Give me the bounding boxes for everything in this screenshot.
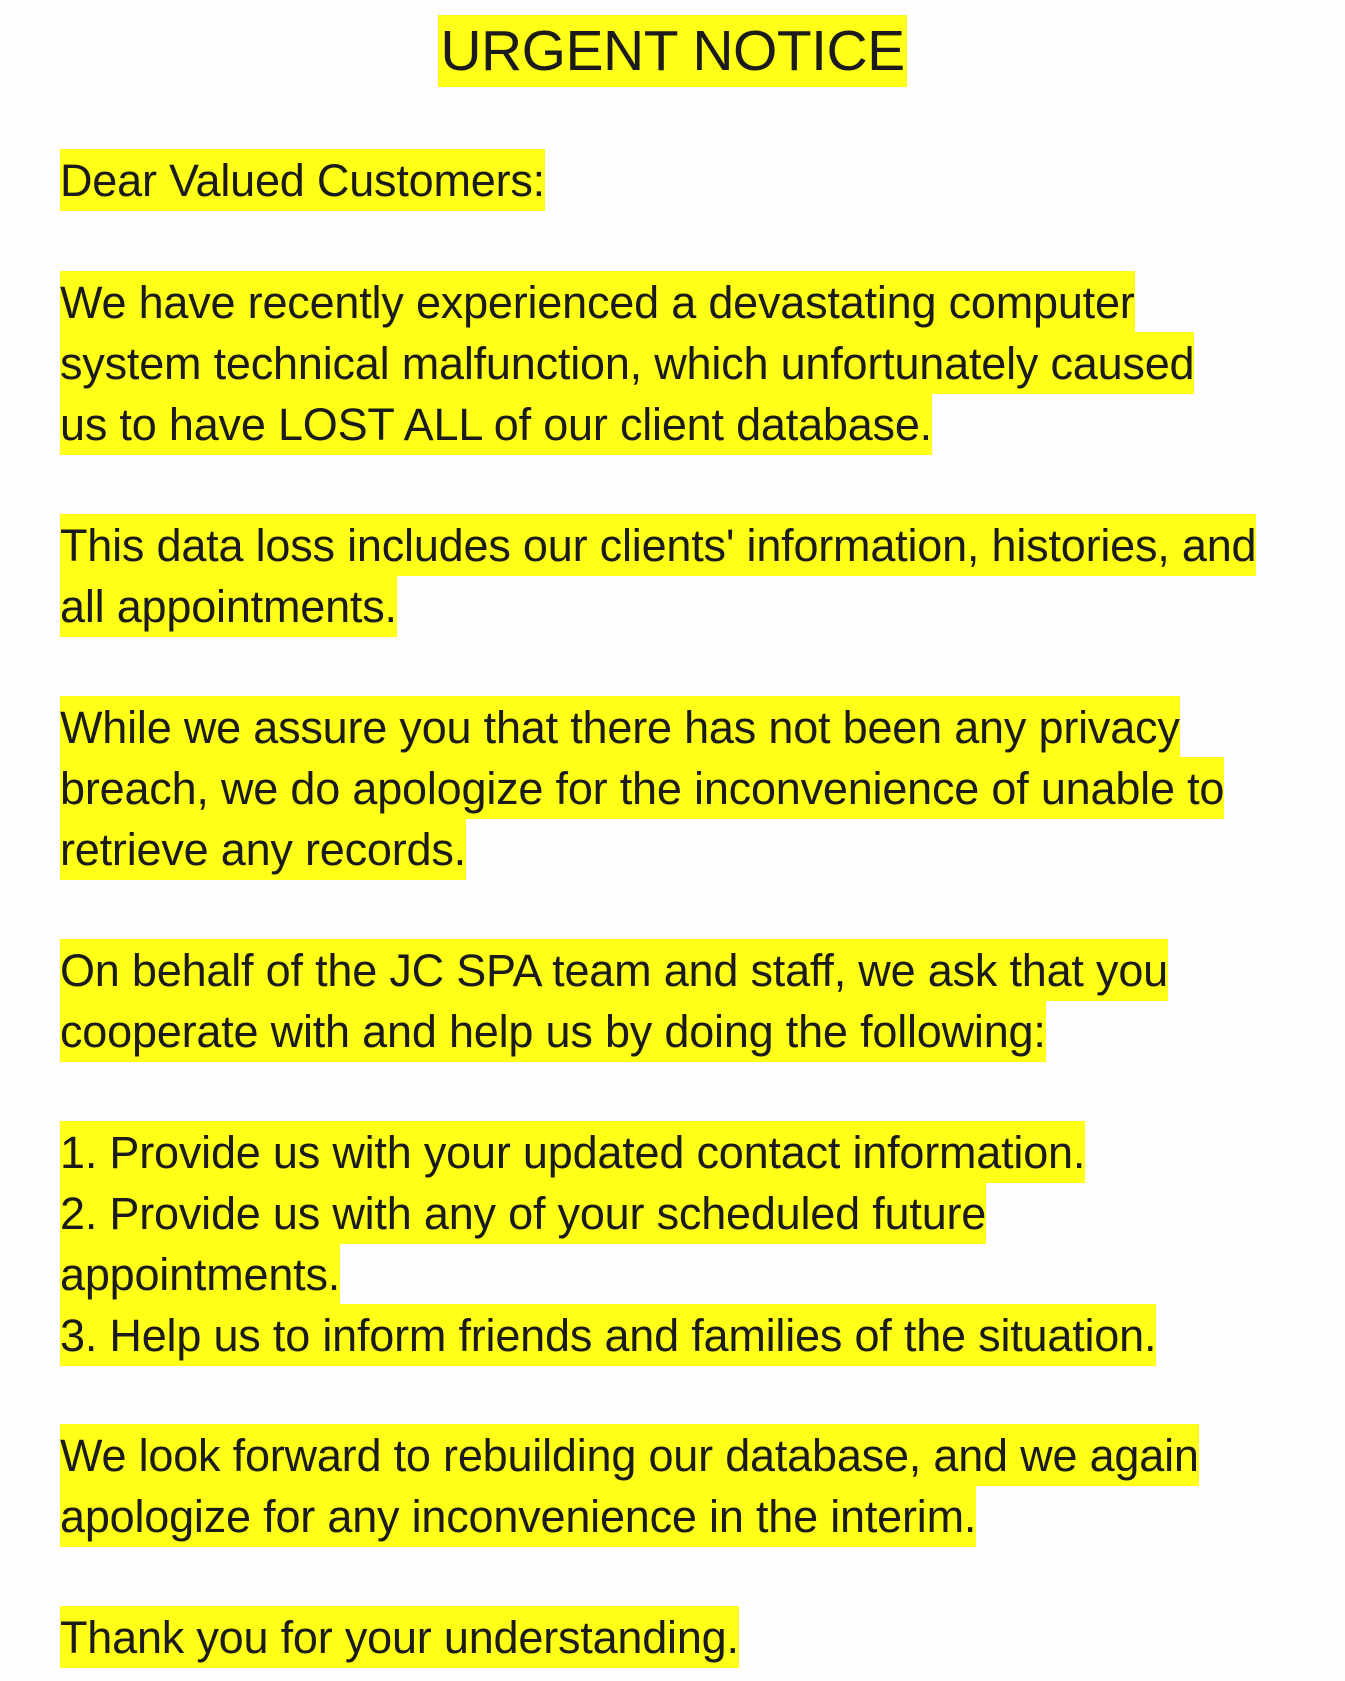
paragraph-line: cooperate with and help us by doing the following: xyxy=(60,1000,1046,1062)
paragraph-line: We look forward to rebuilding our database, and we again xyxy=(60,1424,1199,1486)
salutation xyxy=(60,150,545,211)
paragraph-request xyxy=(60,940,1168,1062)
paragraph-line: all appointments. xyxy=(60,575,397,637)
paragraph-line: us to have LOST ALL of our client database. xyxy=(60,393,932,455)
paragraph-line: retrieve any records. xyxy=(60,818,466,880)
paragraph-privacy xyxy=(60,697,1224,880)
paragraph-line: On behalf of the JC SPA team and staff, we ask that you xyxy=(60,939,1168,1001)
list-item: 3. Help us to inform friends and families of the situation. xyxy=(60,1304,1156,1366)
paragraph-system-malfunction xyxy=(60,272,1194,455)
paragraph-line: breach, we do apologize for the inconvenience of unable to xyxy=(60,757,1224,819)
paragraph-line: apologize for any inconvenience in the interim. xyxy=(60,1485,976,1547)
closing-text: Thank you for your understanding. xyxy=(60,1606,739,1668)
list-item: 1. Provide us with your updated contact information. xyxy=(60,1121,1085,1183)
notice-title xyxy=(0,12,1345,90)
closing xyxy=(60,1607,739,1668)
paragraph-data-loss xyxy=(60,515,1256,637)
request-list xyxy=(60,1122,1156,1366)
paragraph-line: This data loss includes our clients' information, histories, and xyxy=(60,514,1256,576)
paragraph-line: We have recently experienced a devastating computer xyxy=(60,271,1135,333)
paragraph-line: system technical malfunction, which unfortunately caused xyxy=(60,332,1194,394)
notice-title-text: URGENT NOTICE xyxy=(438,15,906,87)
list-item: 2. Provide us with any of your scheduled future xyxy=(60,1182,986,1244)
salutation-text: Dear Valued Customers: xyxy=(60,149,545,211)
paragraph-rebuild xyxy=(60,1425,1199,1547)
paragraph-line: While we assure you that there has not been any privacy xyxy=(60,696,1180,758)
list-item: appointments. xyxy=(60,1243,340,1305)
